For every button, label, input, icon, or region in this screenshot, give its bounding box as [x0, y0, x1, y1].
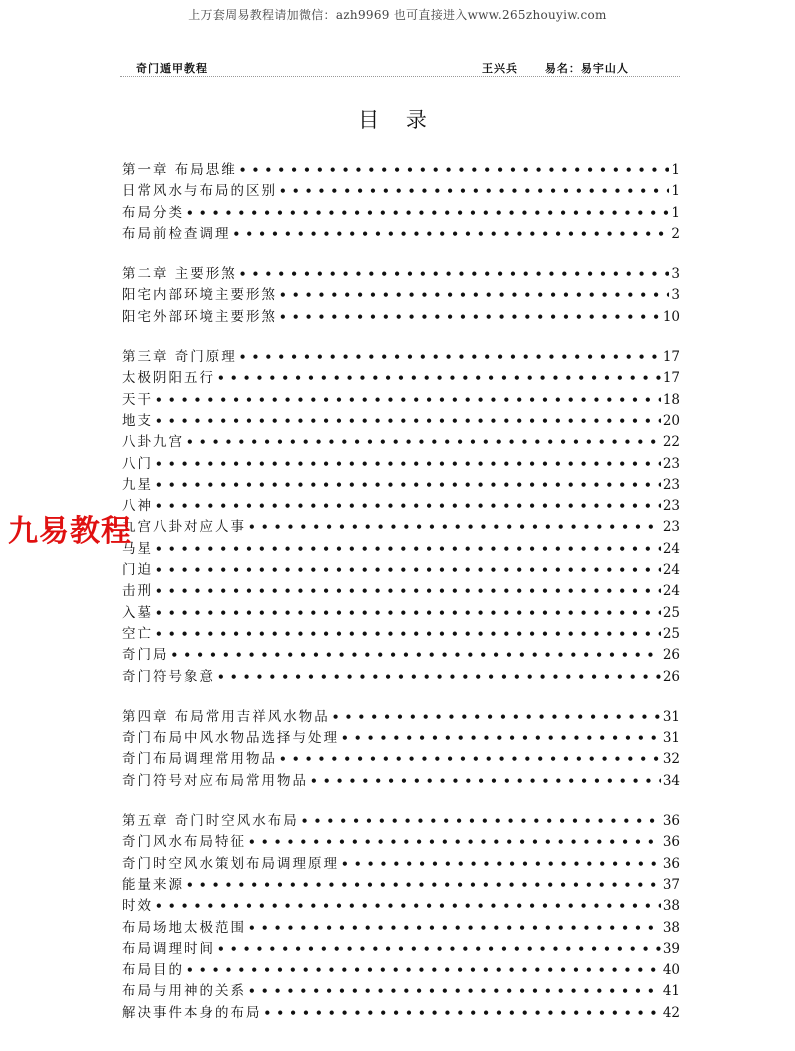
toc-dot-leader: [155, 475, 661, 496]
toc-chapter-entry[interactable]: [122, 347, 680, 368]
toc-entry[interactable]: [122, 432, 680, 453]
toc-entry-title: 布局场地太极范围: [122, 919, 246, 936]
toc-entry[interactable]: [122, 581, 680, 602]
toc-entry[interactable]: [122, 981, 680, 1002]
toc-page-number: 39: [662, 940, 680, 957]
toc-dot-leader: [155, 603, 661, 624]
toc-entry[interactable]: [122, 603, 680, 624]
toc-entry[interactable]: [122, 454, 680, 475]
toc-entry[interactable]: [122, 1003, 680, 1024]
toc-entry-title: 门迫: [122, 562, 153, 579]
toc-section: [122, 811, 680, 1024]
toc-entry-title: 奇门局: [122, 647, 169, 664]
toc-page-number: 24: [662, 540, 680, 557]
toc-entry[interactable]: [122, 854, 680, 875]
toc-entry-title: 第三章 奇门原理: [122, 349, 237, 366]
page-title: 目 录: [358, 108, 437, 132]
toc-dot-leader: [171, 645, 661, 666]
toc-entry[interactable]: [122, 918, 680, 939]
toc-entry-title: 入墓: [122, 604, 153, 621]
toc-dot-leader: [233, 224, 670, 245]
toc-entry[interactable]: [122, 896, 680, 917]
toc-entry-title: 奇门布局中风水物品选择与处理: [122, 730, 339, 747]
toc-page-number: 26: [662, 647, 680, 664]
toc-entry[interactable]: [122, 411, 680, 432]
toc-dot-leader: [155, 411, 661, 432]
author-alias: 易名：易宇山人: [544, 62, 629, 75]
table-of-contents: [122, 160, 680, 1043]
toc-section: [122, 264, 680, 328]
toc-chapter-entry[interactable]: [122, 707, 680, 728]
toc-entry[interactable]: [122, 667, 680, 688]
toc-dot-leader: [279, 307, 661, 328]
toc-entry-title: 马星: [122, 540, 153, 557]
toc-page-number: 20: [662, 412, 680, 429]
toc-entry-title: 八神: [122, 498, 153, 515]
toc-page-number: 18: [662, 391, 680, 408]
toc-entry-title: 太极阴阳五行: [122, 370, 215, 387]
toc-page-number: 36: [662, 855, 680, 872]
toc-dot-leader: [217, 939, 661, 960]
toc-dot-leader: [248, 517, 661, 538]
toc-entry[interactable]: [122, 368, 680, 389]
toc-page-number: 23: [662, 498, 680, 515]
toc-page-number: 17: [662, 349, 680, 366]
toc-entry[interactable]: [122, 539, 680, 560]
toc-entry[interactable]: [122, 496, 680, 517]
toc-entry-title: 布局目的: [122, 962, 184, 979]
toc-entry-title: 九宫八卦对应人事: [122, 519, 246, 536]
toc-entry-title: 地支: [122, 412, 153, 429]
toc-page-number: 32: [662, 751, 680, 768]
toc-entry-title: 奇门符号对应布局常用物品: [122, 772, 308, 789]
top-banner: 上万套周易教程请加微信：azh9969 也可直接进入www.265zhouyiw.com: [188, 8, 607, 22]
toc-dot-leader: [155, 454, 661, 475]
toc-entry[interactable]: [122, 203, 680, 224]
toc-page-number: 42: [662, 1004, 680, 1021]
toc-dot-leader: [239, 347, 661, 368]
toc-dot-leader: [155, 581, 661, 602]
toc-page-number: 22: [662, 434, 680, 451]
toc-page-number: 2: [671, 225, 680, 242]
toc-dot-leader: [248, 981, 661, 1002]
toc-entry-title: 第四章 布局常用吉祥风水物品: [122, 708, 330, 725]
toc-dot-leader: [217, 667, 661, 688]
toc-dot-leader: [239, 160, 670, 181]
toc-entry[interactable]: [122, 960, 680, 981]
toc-entry[interactable]: [122, 875, 680, 896]
watermark-text: 九易教程: [8, 514, 132, 549]
toc-chapter-entry[interactable]: [122, 811, 680, 832]
toc-entry-title: 解决事件本身的布局: [122, 1004, 262, 1021]
toc-entry[interactable]: [122, 624, 680, 645]
toc-page-number: 31: [662, 730, 680, 747]
header-divider: [120, 76, 680, 77]
toc-dot-leader: [155, 390, 661, 411]
toc-dot-leader: [310, 771, 661, 792]
toc-dot-leader: [332, 707, 661, 728]
toc-page-number: 40: [662, 962, 680, 979]
toc-page-number: 3: [671, 266, 680, 283]
toc-dot-leader: [264, 1003, 661, 1024]
toc-dot-leader: [279, 181, 669, 202]
toc-page-number: 24: [662, 562, 680, 579]
toc-section: [122, 160, 680, 245]
toc-dot-leader: [155, 539, 661, 560]
toc-page-number: 25: [662, 625, 680, 642]
toc-entry-title: 奇门布局调理常用物品: [122, 751, 277, 768]
toc-entry-title: 九星: [122, 476, 153, 493]
toc-page-number: 17: [662, 370, 680, 387]
toc-entry[interactable]: [122, 475, 680, 496]
book-title-header: 奇门遁甲教程: [136, 62, 208, 75]
toc-chapter-entry[interactable]: [122, 264, 680, 285]
toc-entry-title: 布局分类: [122, 204, 184, 221]
toc-dot-leader: [341, 728, 661, 749]
toc-entry-title: 八门: [122, 455, 153, 472]
toc-entry[interactable]: [122, 307, 680, 328]
toc-entry-title: 击刑: [122, 583, 153, 600]
author-name: 王兴兵: [482, 62, 518, 75]
toc-section: [122, 707, 680, 792]
toc-entry-title: 布局前检查调理: [122, 225, 231, 242]
toc-entry-title: 第五章 奇门时空风水布局: [122, 813, 299, 830]
toc-dot-leader: [239, 264, 670, 285]
toc-page-number: 1: [671, 162, 680, 178]
toc-dot-leader: [341, 854, 661, 875]
toc-entry[interactable]: [122, 939, 680, 960]
toc-dot-leader: [248, 918, 661, 939]
toc-dot-leader: [186, 203, 669, 224]
toc-entry-title: 阳宅外部环境主要形煞: [122, 308, 277, 325]
toc-page-number: 3: [671, 287, 680, 304]
toc-entry-title: 阳宅内部环境主要形煞: [122, 287, 277, 304]
toc-dot-leader: [186, 960, 661, 981]
toc-page-number: 23: [662, 519, 680, 536]
toc-dot-leader: [155, 496, 661, 517]
toc-page-number: 23: [662, 455, 680, 472]
toc-dot-leader: [248, 832, 661, 853]
toc-entry[interactable]: [122, 390, 680, 411]
toc-dot-leader: [155, 560, 661, 581]
toc-entry[interactable]: [122, 285, 680, 306]
toc-page-number: 36: [662, 813, 680, 830]
toc-page-number: 36: [662, 834, 680, 851]
toc-page-number: 1: [671, 204, 680, 221]
toc-dot-leader: [279, 285, 669, 306]
toc-chapter-entry[interactable]: [122, 160, 680, 181]
toc-page-number: 25: [662, 604, 680, 621]
toc-page-number: 31: [662, 708, 680, 725]
toc-entry[interactable]: [122, 771, 680, 792]
toc-entry-title: 第一章 布局思维: [122, 162, 237, 178]
toc-entry-title: 天干: [122, 391, 153, 408]
toc-page-number: 1: [671, 183, 680, 200]
toc-entry-title: 日常风水与布局的区别: [122, 183, 277, 200]
toc-entry-title: 空亡: [122, 625, 153, 642]
toc-entry[interactable]: [122, 224, 680, 245]
toc-dot-leader: [217, 368, 661, 389]
toc-dot-leader: [155, 896, 661, 917]
toc-page-number: 10: [662, 308, 680, 325]
toc-entry-title: 布局调理时间: [122, 940, 215, 957]
toc-dot-leader: [186, 875, 661, 896]
toc-entry-title: 八卦九宫: [122, 434, 184, 451]
toc-dot-leader: [301, 811, 661, 832]
author-header: [482, 60, 651, 76]
toc-page-number: 26: [662, 668, 680, 685]
toc-entry-title: 第二章 主要形煞: [122, 266, 237, 283]
toc-section: [122, 347, 680, 688]
toc-entry[interactable]: [122, 749, 680, 770]
toc-entry-title: 奇门风水布局特征: [122, 834, 246, 851]
toc-dot-leader: [279, 749, 661, 770]
toc-page-number: 23: [662, 476, 680, 493]
toc-page-number: 41: [662, 983, 680, 1000]
toc-page-number: 24: [662, 583, 680, 600]
toc-entry[interactable]: [122, 560, 680, 581]
toc-entry-title: 奇门符号象意: [122, 668, 215, 685]
toc-entry[interactable]: [122, 517, 680, 538]
toc-page-number: 38: [662, 919, 680, 936]
toc-entry[interactable]: [122, 645, 680, 666]
toc-page-number: 34: [662, 772, 680, 789]
toc-entry-title: 奇门时空风水策划布局调理原理: [122, 855, 339, 872]
toc-entry[interactable]: [122, 181, 680, 202]
toc-entry-title: 布局与用神的关系: [122, 983, 246, 1000]
toc-page-number: 38: [662, 898, 680, 915]
toc-entry-title: 时效: [122, 898, 153, 915]
toc-page-number: 37: [662, 876, 680, 893]
toc-dot-leader: [186, 432, 661, 453]
toc-entry[interactable]: [122, 832, 680, 853]
toc-dot-leader: [155, 624, 661, 645]
toc-entry[interactable]: [122, 728, 680, 749]
toc-entry-title: 能量来源: [122, 876, 184, 893]
